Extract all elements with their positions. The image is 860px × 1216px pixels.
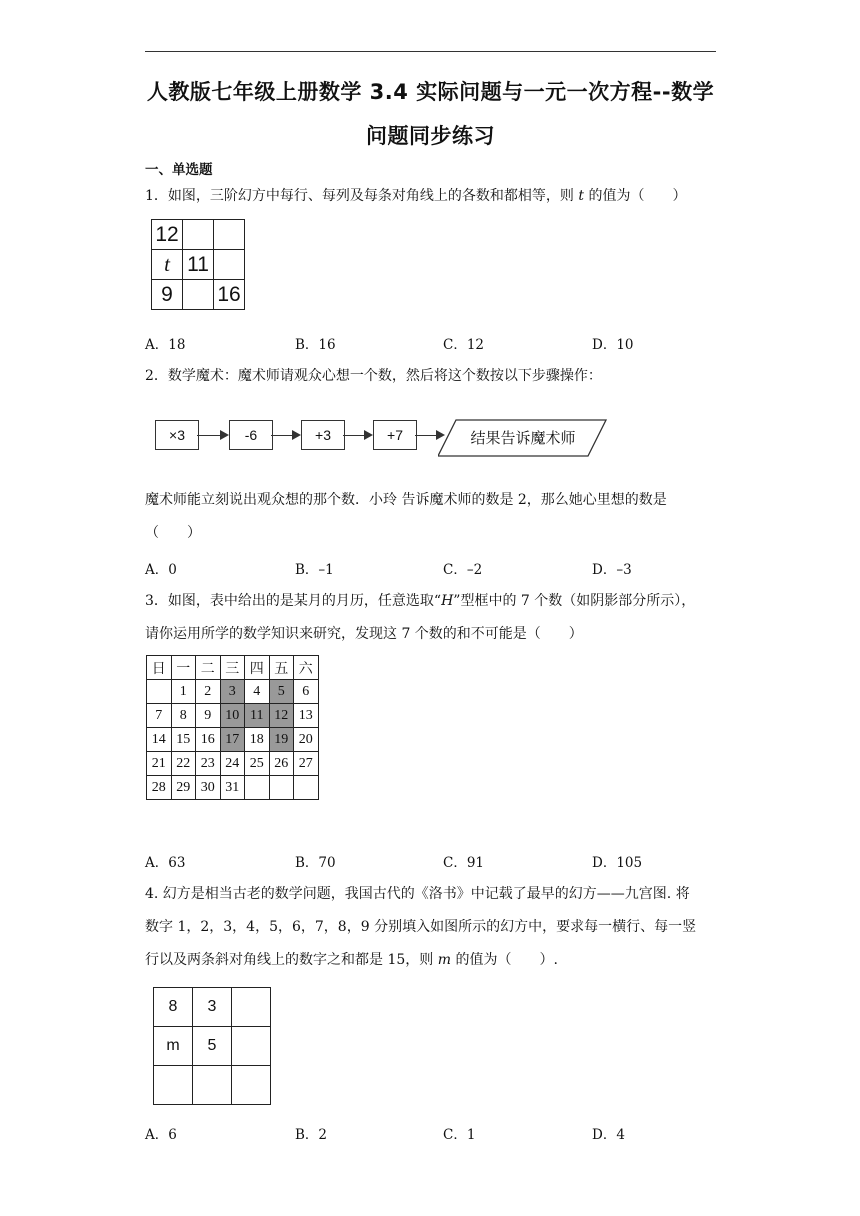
q2-option-a[interactable]: A．0	[145, 562, 177, 578]
q3-var: H	[441, 593, 454, 609]
day: 21	[147, 752, 172, 776]
cell	[183, 220, 214, 250]
q3-option-a[interactable]: A．63	[145, 855, 186, 871]
calendar-row	[147, 776, 319, 800]
day: 25	[245, 752, 270, 776]
q2-option-b[interactable]: B．–1	[295, 562, 334, 578]
day: 3	[220, 680, 245, 704]
day: 6	[294, 680, 319, 704]
day: 10	[220, 704, 245, 728]
cell: 11	[183, 250, 214, 280]
question-2-text-2: 魔术师能立刻说出观众想的那个数．小玲 告诉魔术师的数是 2，那么她心里想的数是	[145, 492, 667, 508]
calendar-row	[147, 704, 319, 728]
flow-arrow	[415, 435, 437, 436]
cell	[232, 988, 271, 1027]
day: 22	[171, 752, 196, 776]
day: 30	[196, 776, 221, 800]
question-1-text	[145, 186, 686, 206]
calendar-row	[147, 728, 319, 752]
arrow-head-icon	[220, 430, 229, 440]
day: 26	[269, 752, 294, 776]
question-3-text-2: 请你运用所学的数学知识来研究，发现这 7 个数的和不可能是（ ）	[145, 626, 583, 642]
q1-var: t	[578, 188, 584, 204]
page-title: 人教版七年级上册数学 3.4 实际问题与一元一次方程--数学	[146, 80, 715, 104]
q1-option-c[interactable]: C．12	[443, 337, 485, 353]
weekday: 一	[171, 656, 196, 680]
weekday: 四	[245, 656, 270, 680]
calendar-header	[147, 656, 319, 680]
flow-arrow	[271, 435, 293, 436]
day: 5	[269, 680, 294, 704]
weekday: 五	[269, 656, 294, 680]
day: 31	[220, 776, 245, 800]
day: 4	[245, 680, 270, 704]
calendar-table	[146, 655, 319, 800]
q4-option-b[interactable]: B．2	[295, 1127, 328, 1143]
cell	[183, 280, 214, 310]
page-title-line2: 问题同步练习	[366, 124, 495, 148]
question-4-text-2: 数字 1，2，3，4，5，6，7，8，9 分别填入如图所示的幻方中，要求每一横行、每一竖	[145, 919, 697, 935]
q4-option-d[interactable]: D．4	[592, 1127, 625, 1143]
cell	[214, 220, 245, 250]
day: 2	[196, 680, 221, 704]
day	[269, 776, 294, 800]
q2-option-d[interactable]: D．–3	[592, 562, 632, 578]
flow-step-3: +3	[301, 420, 345, 450]
day: 12	[269, 704, 294, 728]
flow-arrow	[197, 435, 222, 436]
cell	[232, 1066, 271, 1105]
q2-option-c[interactable]: C．–2	[443, 562, 483, 578]
q3-option-d[interactable]: D．105	[592, 855, 643, 871]
day: 19	[269, 728, 294, 752]
day: 24	[220, 752, 245, 776]
day: 20	[294, 728, 319, 752]
q1-option-b[interactable]: B．16	[295, 337, 336, 353]
day: 13	[294, 704, 319, 728]
day: 8	[171, 704, 196, 728]
q1-option-d[interactable]: D．10	[592, 337, 634, 353]
flow-arrow	[343, 435, 365, 436]
day	[294, 776, 319, 800]
question-2-text: 2．数学魔术：魔术师请观众心想一个数，然后将这个数按以下步骤操作：	[145, 368, 602, 384]
flow-step-4: +7	[373, 420, 417, 450]
q1-text-a: 1．如图，三阶幻方中每行、每列及每条对角线上的各数和都相等，则	[145, 188, 579, 204]
q4-text-a: 行以及两条斜对角线上的数字之和都是 15，则	[145, 952, 438, 968]
arrow-head-icon	[364, 430, 373, 440]
day: 7	[147, 704, 172, 728]
day: 23	[196, 752, 221, 776]
magic-square-4	[153, 987, 271, 1105]
cell: 8	[154, 988, 193, 1027]
cell: 16	[214, 280, 245, 310]
cell: 9	[152, 280, 183, 310]
section-heading: 一、单选题	[145, 162, 213, 178]
cell	[154, 1066, 193, 1105]
arrow-head-icon	[292, 430, 301, 440]
day: 14	[147, 728, 172, 752]
cell: t	[152, 250, 183, 280]
day	[147, 680, 172, 704]
day: 28	[147, 776, 172, 800]
q4-option-c[interactable]: C．1	[443, 1127, 476, 1143]
weekday: 六	[294, 656, 319, 680]
q3-option-b[interactable]: B．70	[295, 855, 336, 871]
flow-step-2: -6	[229, 420, 273, 450]
q4-text-b: 的值为（ ）.	[451, 952, 558, 968]
cell: m	[154, 1027, 193, 1066]
day: 16	[196, 728, 221, 752]
calendar-row	[147, 752, 319, 776]
cell: 12	[152, 220, 183, 250]
calendar-row	[147, 680, 319, 704]
day: 27	[294, 752, 319, 776]
day	[245, 776, 270, 800]
day: 9	[196, 704, 221, 728]
magic-square-1	[151, 219, 245, 310]
cell: 5	[193, 1027, 232, 1066]
q1-option-a[interactable]: A．18	[145, 337, 186, 353]
q4-var: m	[437, 952, 451, 968]
q3-option-c[interactable]: C．91	[443, 855, 485, 871]
question-3-text	[145, 591, 695, 611]
top-rule	[145, 51, 716, 52]
cell: 3	[193, 988, 232, 1027]
flow-step-1: ×3	[155, 420, 199, 450]
day: 1	[171, 680, 196, 704]
cell	[232, 1027, 271, 1066]
weekday: 日	[147, 656, 172, 680]
q1-text-b: 的值为（ ）	[584, 188, 687, 204]
day: 17	[220, 728, 245, 752]
day: 15	[171, 728, 196, 752]
q4-option-a[interactable]: A．6	[145, 1127, 177, 1143]
question-4-text-1: 4. 幻方是相当古老的数学问题，我国古代的《洛书》中记载了最早的幻方——九宫图. 将	[145, 886, 690, 902]
day: 11	[245, 704, 270, 728]
day: 29	[171, 776, 196, 800]
q3-text-a: 3．如图，表中给出的是某月的月历，任意选取“	[145, 593, 442, 609]
weekday: 二	[196, 656, 221, 680]
day: 18	[245, 728, 270, 752]
cell	[214, 250, 245, 280]
weekday: 三	[220, 656, 245, 680]
question-4-text-3	[145, 950, 558, 970]
flow-result-label: 结果告诉魔术师	[470, 430, 576, 447]
question-2-text-3: （ ）	[145, 525, 201, 541]
cell	[193, 1066, 232, 1105]
q3-text-b: ”型框中的 7 个数（如阴影部分所示），	[453, 593, 696, 609]
